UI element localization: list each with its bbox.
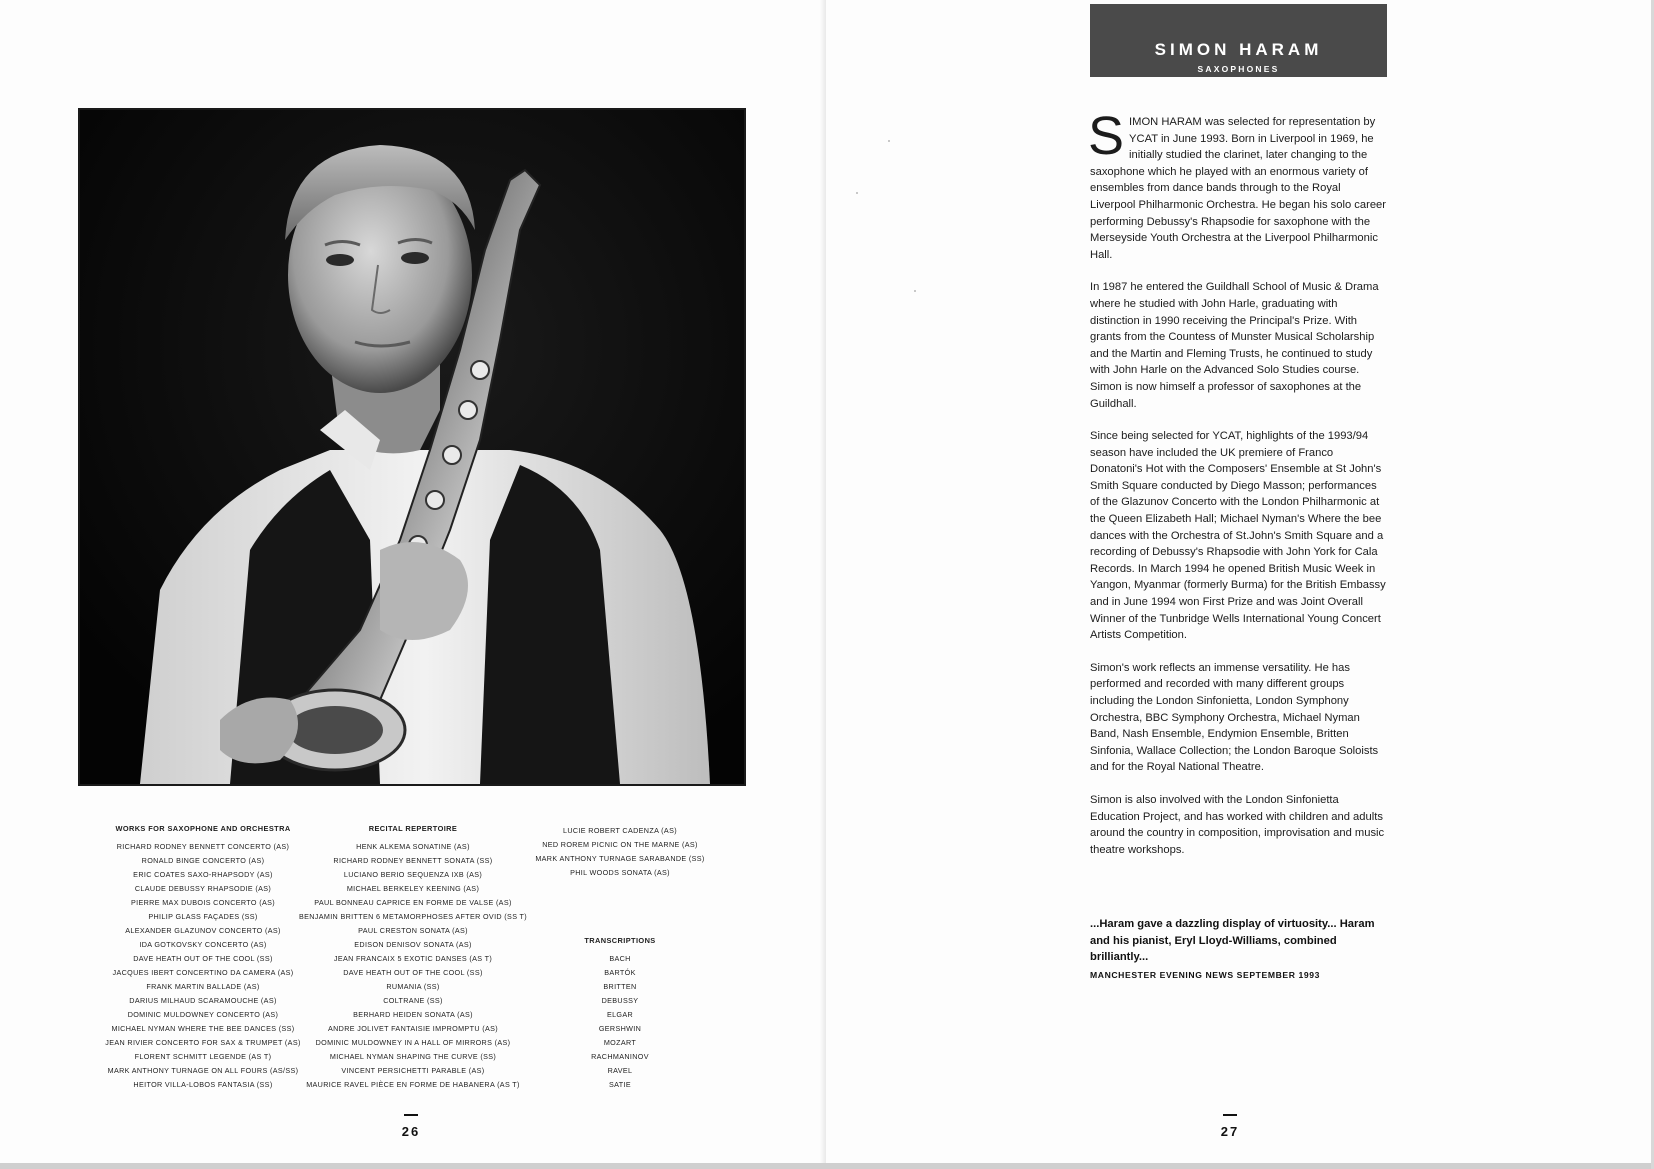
recital-repertoire-heading: RECITAL REPERTOIRE [368,824,458,833]
list-item: BRITTEN [603,982,637,991]
paper-speck [914,290,916,292]
list-item: GERSHWIN [598,1024,642,1033]
artist-biography [1088,106,1386,874]
list-item: NED ROREM PICNIC ON THE MARNE (AS) [542,840,698,849]
page-number-right [1200,1114,1260,1139]
list-item: FRANK MARTIN BALLADE (AS) [146,982,260,991]
transcriptions-heading: TRANSCRIPTIONS [584,936,656,945]
list-item: BARTÓK [604,968,636,977]
list-item: DAVE HEATH OUT OF THE COOL (SS) [343,968,483,977]
list-item: DAVE HEATH OUT OF THE COOL (SS) [133,954,273,963]
press-quote: ...Haram gave a dazzling display of virtuosity... Haram and his pianist, Eryl Lloyd-Williams, combined brilliantly... [1090,918,1375,964]
bio-paragraph-5: Simon is also involved with the London Sinfonietta Education Project, and has worked with children and adults around the country in composition, improvisation and music theatre workshops. [1090,793,1385,856]
page-edge [0,1163,1654,1169]
list-item: RICHARD RODNEY BENNETT CONCERTO (AS) [116,842,290,851]
paper-speck [888,140,890,142]
list-item: HENK ALKEMA SONATINE (AS) [356,842,470,851]
list-item: MARK ANTHONY TURNAGE ON ALL FOURS (AS/SS) [107,1066,299,1075]
press-quote-source: MANCHESTER EVENING NEWS SEPTEMBER 1993 [1090,970,1321,980]
list-item: SATIE [609,1080,631,1089]
left-page [0,0,826,1169]
list-item: BENJAMIN BRITTEN 6 METAMORPHOSES AFTER OVID (SS T) [298,912,528,921]
works-for-orchestra-heading: WORKS FOR SAXOPHONE AND ORCHESTRA [115,824,291,833]
page-number-text: 26 [401,1124,421,1139]
list-item: BACH [609,954,631,963]
list-item: JEAN RIVIER CONCERTO FOR SAX & TRUMPET (AS) [105,1038,301,1047]
artist-name: SIMON HARAM [1154,40,1323,59]
list-item: IDA GOTKOVSKY CONCERTO (AS) [139,940,267,949]
recital-repertoire-list [295,824,531,1092]
list-item: ERIC COATES SAXO-RHAPSODY (AS) [133,870,273,879]
page-number-left [381,1114,441,1139]
list-item: JEAN FRANCAIX 5 EXOTIC DANSES (AS T) [333,954,493,963]
list-item: FLORENT SCHMITT LEGENDE (AS T) [134,1052,272,1061]
list-item: DARIUS MILHAUD SCARAMOUCHE (AS) [129,996,277,1005]
transcriptions-list [555,936,685,1092]
list-item: DOMINIC MULDOWNEY IN A HALL OF MIRRORS (AS) [315,1038,511,1047]
recital-continued-list [535,824,705,880]
list-item: RAVEL [607,1066,633,1075]
artist-instrument: SAXOPHONES [1197,64,1280,74]
list-item: LUCIE ROBERT CADENZA (AS) [563,826,677,835]
list-item: PAUL BONNEAU CAPRICE EN FORME DE VALSE (AS) [314,898,512,907]
list-item: BERHARD HEIDEN SONATA (AS) [353,1010,473,1019]
bio-paragraph-2: In 1987 he entered the Guildhall School of Music & Drama where he studied with John Harle, graduating with distinction in 1990 receiving the Principal's Prize. With grants from the Countess of Munster Musical Scholarship and the Martin and Fleming Trusts, he continued to study with John Harle on the Advanced Solo Studies course. Simon is now himself a professor of saxophones at the Guildhall. [1090,281,1379,410]
bio-paragraph-1-text: IMON HARAM was selected for representation by YCAT in June 1993. Born in Liverpool in 1969, he initially studied the clarinet, later changing to the saxophone which he played with an enormous variety of ensembles from dance bands through to the Royal Liverpool Philharmonic Orchestra. He began his solo career performing Debussy's Rhapsodie for saxophone with the Merseyside Youth Orchestra at the Liverpool Philharmonic Hall. [1090,116,1386,261]
bio-paragraph-3: Since being selected for YCAT, highlights of the 1993/94 season have included the UK premiere of Franco Donatoni's Hot with the Composers' Ensemble at St John's Smith Square conducted by Diego Masson; performances of the Glazunov Concerto with the London Philharmonic at the Queen Elizabeth Hall; Michael Nyman's Where the bee dances with the Orchestra of St.John's Smith Square and a recording of Debussy's Rhapsodie with John York for Cala Records. In March 1994 he opened British Music Week in Yangon, Myanmar (formerly Burma) for the British Embassy and in June 1994 won First Prize and was Joint Overall Winner of the Tunbridge Wells International Young Concert Artists Competition. [1090,430,1386,642]
drop-cap: S [1088,106,1125,166]
list-item: ELGAR [606,1010,634,1019]
list-item: RUMANIA (SS) [386,982,440,991]
list-item: COLTRANE (SS) [383,996,443,1005]
list-item: CLAUDE DEBUSSY RHAPSODIE (AS) [134,884,272,893]
list-item: PHIL WOODS SONATA (AS) [570,868,670,877]
list-item: DEBUSSY [601,996,639,1005]
page-number-text: 27 [1220,1124,1240,1139]
bio-paragraph-4: Simon's work reflects an immense versatility. He has performed and recorded with many different groups including the London Sinfonietta, London Symphony Orchestra, BBC Symphony Orchestra, Michael Nyman Band, Nash Ensemble, Endymion Ensemble, Britten Sinfonia, Wallace Collection; the London Baroque Soloists and for the Royal National Theatre. [1090,661,1379,774]
paper-speck [856,192,858,194]
list-item: RICHARD RODNEY BENNETT SONATA (SS) [333,856,493,865]
list-item: MICHAEL NYMAN WHERE THE BEE DANCES (SS) [111,1024,295,1033]
list-item: ANDRE JOLIVET FANTAISIE IMPROMPTU (AS) [328,1024,498,1033]
list-item: PIERRE MAX DUBOIS CONCERTO (AS) [131,898,275,907]
portrait-photo [78,108,746,786]
list-item: ALEXANDER GLAZUNOV CONCERTO (AS) [125,926,281,935]
list-item: EDISON DENISOV SONATA (AS) [354,940,472,949]
list-item: RONALD BINGE CONCERTO (AS) [141,856,265,865]
folio-rule [1223,1114,1237,1116]
list-item: VINCENT PERSICHETTI PARABLE (AS) [341,1066,485,1075]
works-for-orchestra-list [88,824,318,1092]
list-item: LUCIANO BERIO SEQUENZA IXB (AS) [343,870,483,879]
list-item: RACHMANINOV [591,1052,649,1061]
list-item: HEITOR VILLA-LOBOS FANTASIA (SS) [133,1080,273,1089]
list-item: MOZART [603,1038,637,1047]
folio-rule [404,1114,418,1116]
list-item: PAUL CRESTON SONATA (AS) [358,926,468,935]
artist-title-box [1090,4,1387,77]
list-item: MICHAEL NYMAN SHAPING THE CURVE (SS) [329,1052,497,1061]
list-item: MICHAEL BERKELEY KEENING (AS) [346,884,480,893]
saxophonist-portrait-image [80,110,744,784]
bio-paragraph-1 [1088,106,1386,263]
list-item: PHILIP GLASS FAÇADES (SS) [148,912,258,921]
list-item: DOMINIC MULDOWNEY CONCERTO (AS) [127,1010,279,1019]
list-item: MAURICE RAVEL PIÈCE EN FORME DE HABANERA (AS T) [306,1080,520,1089]
list-item: MARK ANTHONY TURNAGE SARABANDE (SS) [535,854,705,863]
list-item: JACQUES IBERT CONCERTINO DA CAMERA (AS) [112,968,294,977]
